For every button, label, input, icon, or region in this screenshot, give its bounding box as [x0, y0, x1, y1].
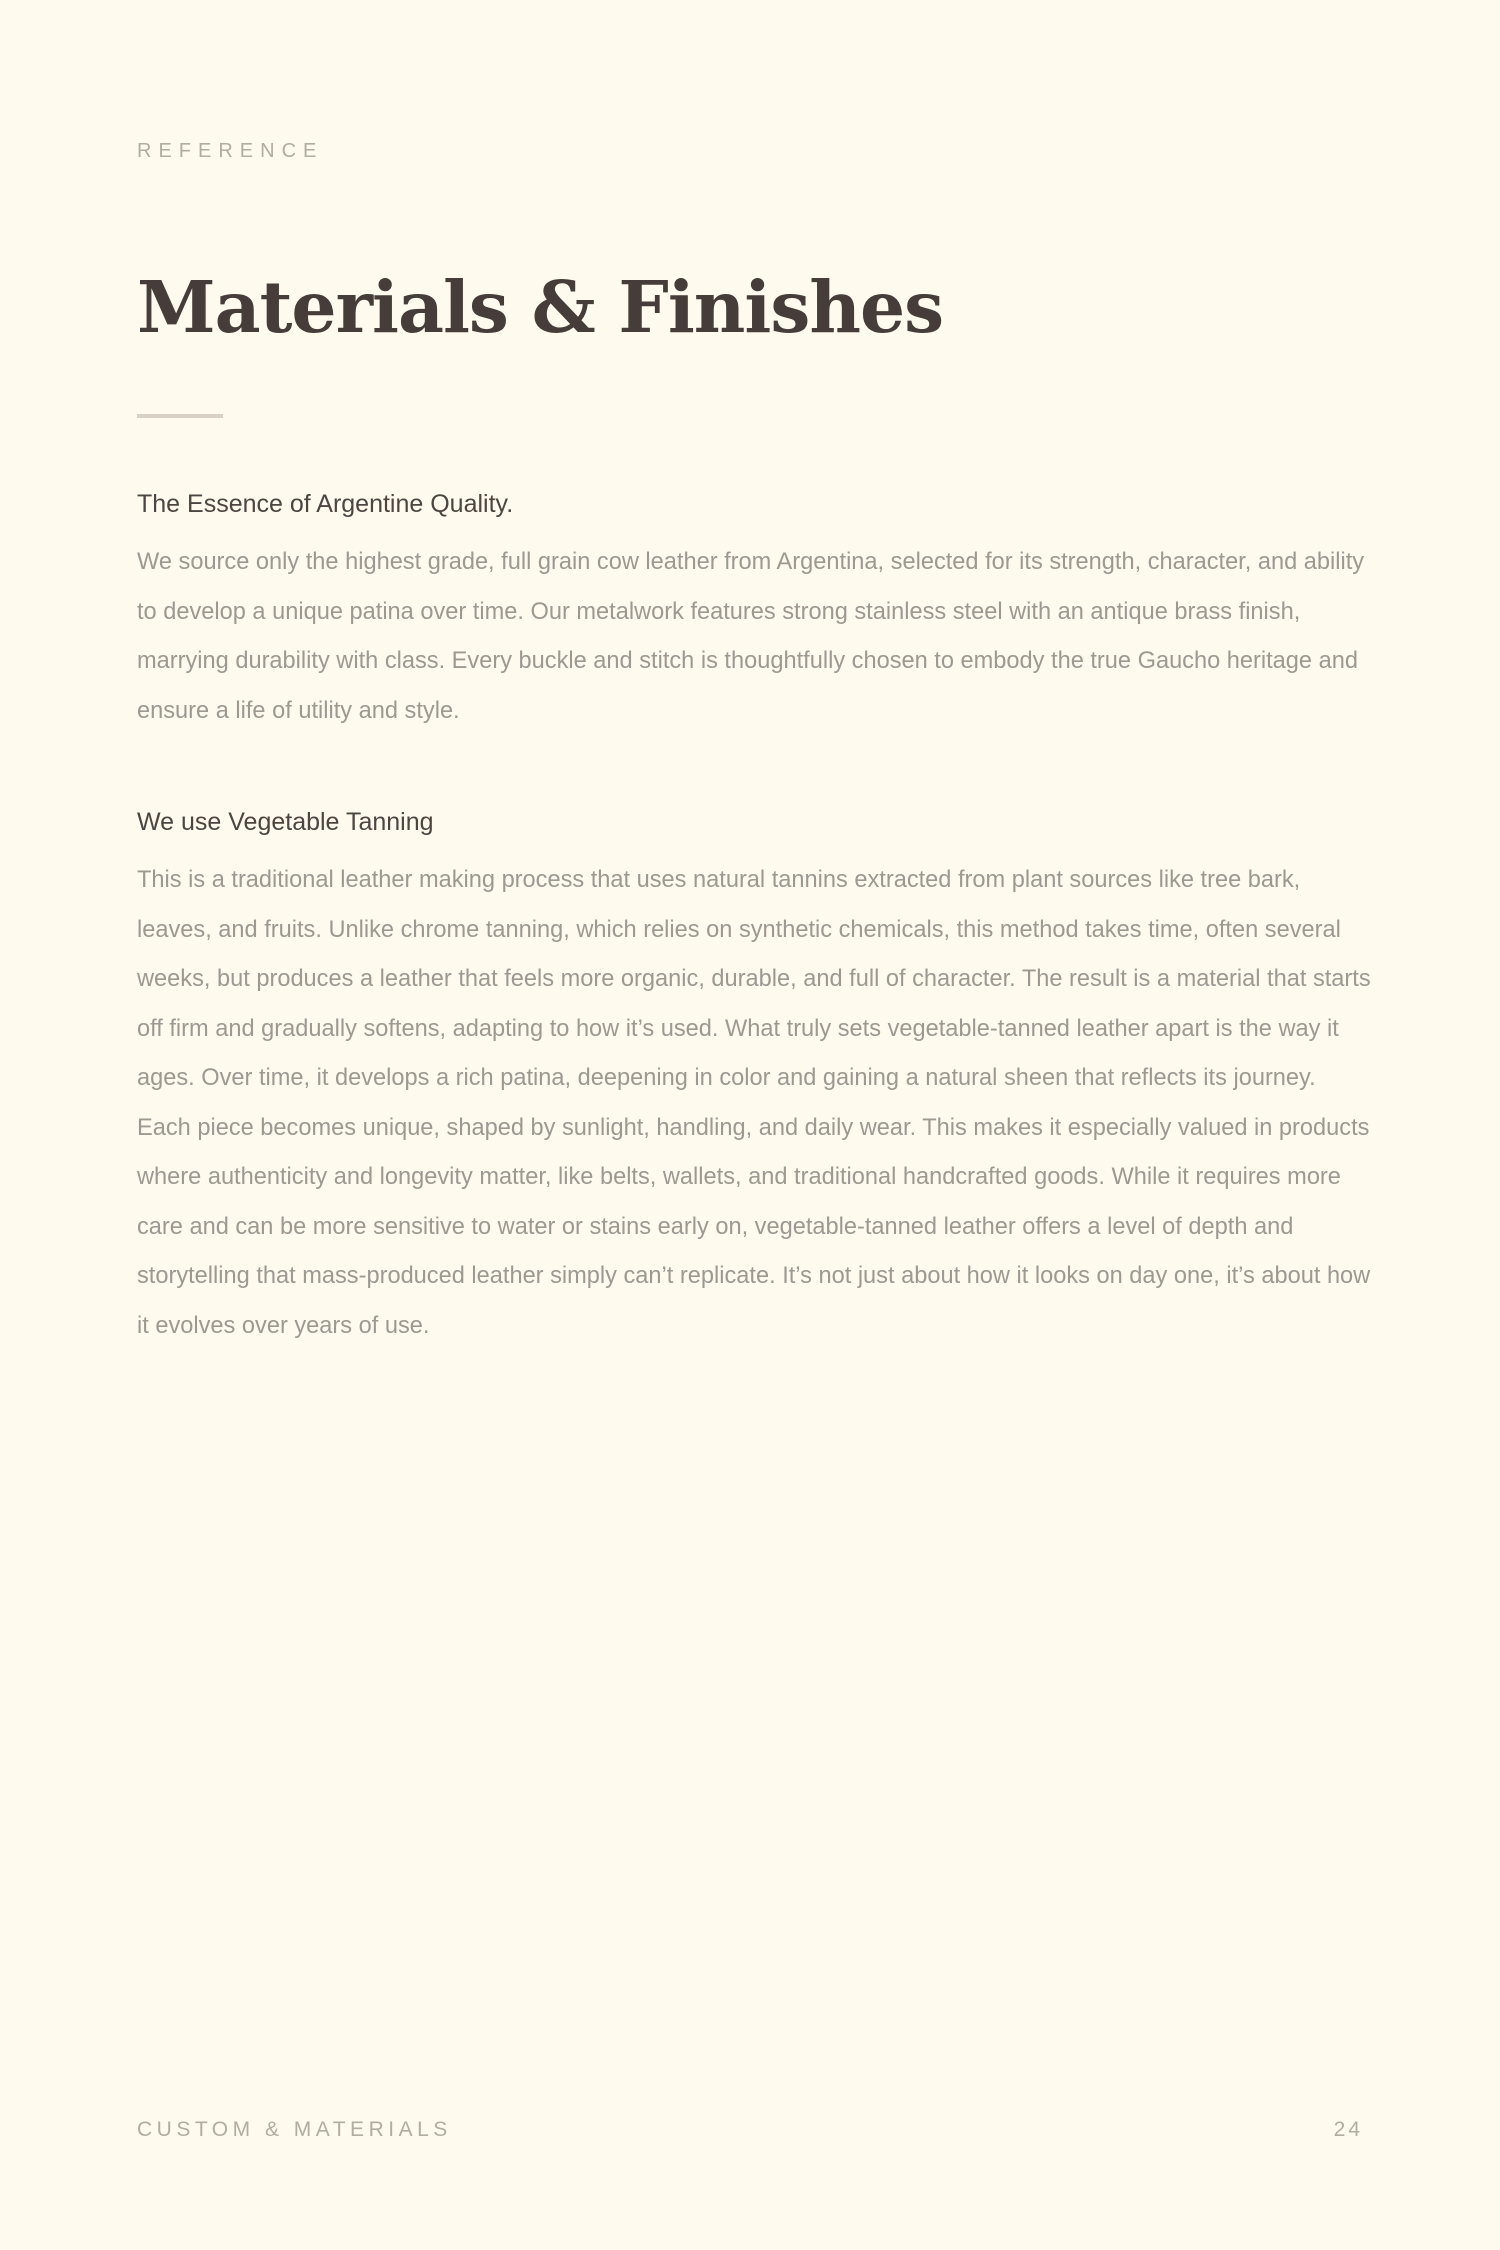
section-heading: The Essence of Argentine Quality. [137, 490, 514, 518]
footer-section-label: CUSTOM & MATERIALS [137, 2118, 452, 2141]
page-title: Materials & Finishes [137, 265, 944, 349]
section-vegetable-tanning [137, 802, 1373, 1351]
section-argentine-quality [137, 484, 1373, 736]
page-eyebrow: REFERENCE [137, 140, 324, 162]
section-heading: We use Vegetable Tanning [137, 808, 434, 836]
footer-page-number: 24 [1333, 2118, 1363, 2141]
section-body: This is a traditional leather making process that uses natural tannins extracted from plant sources like tree bark, leaves, and fruits. Unlike chrome tanning, which relies on synthetic chemicals, this method takes time, often several weeks, but produces a leather that feels more organic, durable, and full of character. The result is a material that starts off firm and gradually softens, adapting to how it’s used. What truly sets vegetable-tanned leather apart is the way it ages. Over time, it develops a rich patina, deepening in color and gaining a natural sheen that reflects its journey. Each piece becomes unique, shaped by sunlight, handling, and daily wear. This makes it especially valued in products where authenticity and longevity matter, like belts, wallets, and traditional handcrafted goods. While it requires more care and can be more sensitive to water or stains early on, vegetable-tanned leather offers a level of depth and storytelling that mass-produced leather simply can’t replicate. It’s not just about how it looks on day one, it’s about how it evolves over years of use. [137, 867, 1371, 1339]
title-divider [137, 414, 223, 418]
section-body: We source only the highest grade, full grain cow leather from Argentina, selected for its strength, character, and ability to develop a unique patina over time. Our metalwork features strong stainless steel with an antique brass finish, marrying durability with class. Every buckle and stitch is thoughtfully chosen to embody the true Gaucho heritage and ensure a life of utility and style. [137, 549, 1365, 724]
